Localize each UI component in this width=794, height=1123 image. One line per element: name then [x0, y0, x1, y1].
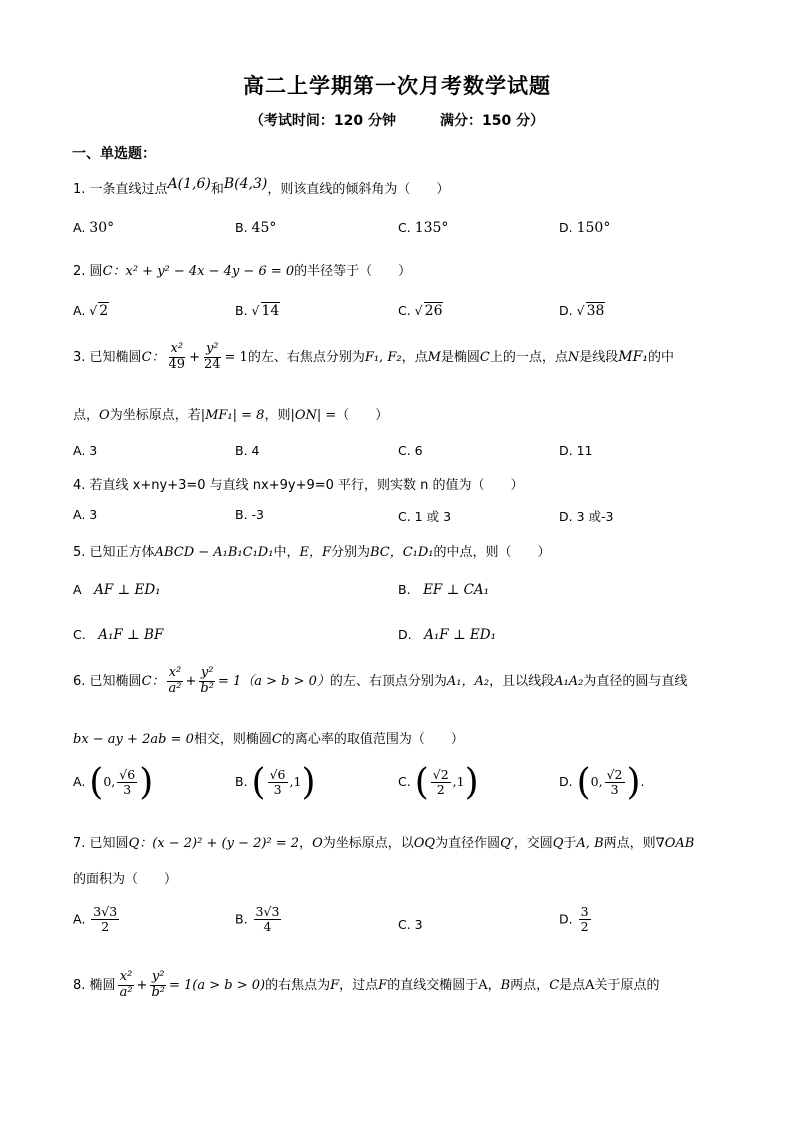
circle-equation: C：x² + y² − 4x − 4y − 6 = 0 — [102, 264, 295, 279]
option-b[interactable]: B. -3 — [235, 507, 264, 522]
math-c: C： — [141, 349, 165, 365]
question-number: 4. — [73, 478, 86, 493]
fraction: $\frac{\text{x²}}{49}$ — [168, 341, 186, 372]
question-7: 7. 已知圆Q：(x − 2)² + (y − 2)² = 2，O为坐标原点，以OQ为直径作圆Q′，交圆Q于A, B两点，则∇OAB — [73, 836, 695, 851]
point-a: A(1,6) — [167, 176, 211, 192]
fraction: $\frac{\text{y²}}{\text{b²}}$ — [151, 969, 165, 1000]
section-heading: 一、单选题： — [72, 146, 156, 162]
question-text: 的半径等于（ ） — [294, 264, 412, 279]
option-a[interactable]: A. (0, $\frac{√6}{3}$ ) — [73, 762, 154, 803]
option-a[interactable]: A. √ 2 — [73, 303, 109, 319]
option-d[interactable]: D. A₁F ⊥ ED₁ — [398, 627, 497, 643]
exam-time: （考试时间：120 分钟 — [249, 113, 396, 129]
question-3-line2: 点，O为坐标原点，若|MF₁| = 8，则|ON| =（ ） — [73, 408, 389, 423]
option-c[interactable]: C. 3 — [398, 917, 423, 932]
question-2 — [73, 260, 411, 279]
option-a[interactable]: A. 30° — [73, 220, 115, 236]
circle-equation: Q：(x − 2)² + (y − 2)² = 2 — [128, 836, 300, 851]
option-c[interactable]: C. √ 26 — [398, 303, 443, 319]
exam-score: 满分：150 分） — [440, 113, 545, 129]
question-3: 3. 已知椭圆C： $\frac{\text{x²}}{49}$ + $\frac{\text{y²}}{24}$ = 1的左、右焦点分别为F₁, F₂，点M是椭圆C上的一点，点N是线段MF₁的中 — [73, 341, 674, 372]
question-number: 3. — [73, 349, 86, 365]
question-text: 已知椭圆 — [89, 349, 142, 365]
question-8: 8. 椭圆 $\frac{\text{x²}}{\text{a²}}$ + $\frac{\text{y²}}{\text{b²}}$ = 1(a > b > 0)的右焦点为F，过点F的直线交椭圆于A，B两点，C是点A关于原点的 — [73, 969, 660, 1000]
question-6-line2: bx − ay + 2ab = 0相交，则椭圆C的离心率的取值范围为（ ） — [73, 732, 464, 747]
question-number: 8. — [73, 977, 86, 993]
option-b[interactable]: B. EF ⊥ CA₁ — [398, 582, 490, 598]
question-number: 6. — [73, 673, 86, 689]
fraction: $\frac{\text{x²}}{\text{a²}}$ — [168, 665, 182, 696]
option-b[interactable]: B. $\frac{3√3}{4}$ — [235, 904, 280, 935]
option-d[interactable]: D. √ 38 — [559, 303, 605, 319]
page-title: 高二上学期第一次月考数学试题 — [243, 73, 551, 98]
fraction: $\frac{\text{x²}}{\text{a²}}$ — [119, 969, 133, 1000]
option-d[interactable]: D. $\frac{3}{2}$ — [559, 904, 589, 935]
option-d[interactable]: D. (0, $\frac{√2}{3}$ ). — [559, 762, 645, 803]
question-7-line2: 的面积为（ ） — [73, 872, 178, 887]
question-text: 若直线 x+ny+3=0 与直线 nx+9y+9=0 平行，则实数 n 的值为（ ） — [89, 478, 524, 493]
option-c[interactable]: C. A₁F ⊥ BF — [73, 627, 164, 643]
option-b[interactable]: B. 45° — [235, 220, 277, 236]
exam-info — [0, 110, 794, 130]
question-number: 5. — [73, 545, 86, 560]
option-c[interactable]: C. 6 — [398, 443, 423, 458]
line-equation: bx − ay + 2ab = 0 — [73, 732, 194, 747]
option-a[interactable]: A. 3 — [73, 507, 98, 522]
question-text: 圆 — [89, 264, 103, 279]
cube-label: ABCD − A₁B₁C₁D₁ — [154, 545, 274, 560]
question-6: 6. 已知椭圆C： $\frac{\text{x²}}{\text{a²}}$ + $\frac{\text{y²}}{\text{b²}}$ = 1（a > b > 0）的左、右顶点分别为A₁，A₂，且以线段A₁A₂为直径的圆与直线 — [73, 665, 688, 696]
option-a[interactable]: A. $\frac{3√3}{2}$ — [73, 904, 118, 935]
option-c[interactable]: C. 1 或 3 — [398, 509, 452, 524]
option-c[interactable]: C. ( $\frac{√2}{2}$ ,1) — [398, 762, 479, 803]
option-b[interactable]: B. √ 14 — [235, 303, 280, 319]
question-5: 5. 已知正方体ABCD − A₁B₁C₁D₁中，E，F分别为BC，C₁D₁的中点，则（ ） — [73, 545, 551, 560]
option-c[interactable]: C. 135° — [398, 220, 449, 236]
option-b[interactable]: B. ( $\frac{√6}{3}$ ,1) — [235, 762, 316, 803]
question-number: 1. — [73, 182, 86, 197]
point-b: B(4,3) — [223, 176, 268, 192]
question-text: 和 — [210, 182, 224, 197]
option-d[interactable]: D. 11 — [559, 443, 593, 458]
question-text: 一条直线过点 — [89, 182, 168, 197]
question-4 — [73, 474, 524, 493]
question-1 — [73, 178, 449, 197]
option-d[interactable]: D. 150° — [559, 220, 611, 236]
question-number: 7. — [73, 836, 86, 851]
option-a[interactable]: A. 3 — [73, 443, 98, 458]
fraction: $\frac{\text{y²}}{24}$ — [203, 341, 221, 372]
option-a[interactable]: A AF ⊥ ED₁ — [73, 582, 161, 598]
option-d[interactable]: D. 3 或-3 — [559, 509, 614, 524]
question-text: ，则该直线的倾斜角为（ ） — [267, 182, 450, 197]
option-b[interactable]: B. 4 — [235, 443, 260, 458]
fraction: $\frac{\text{y²}}{\text{b²}}$ — [200, 665, 214, 696]
question-number: 2. — [73, 264, 86, 279]
